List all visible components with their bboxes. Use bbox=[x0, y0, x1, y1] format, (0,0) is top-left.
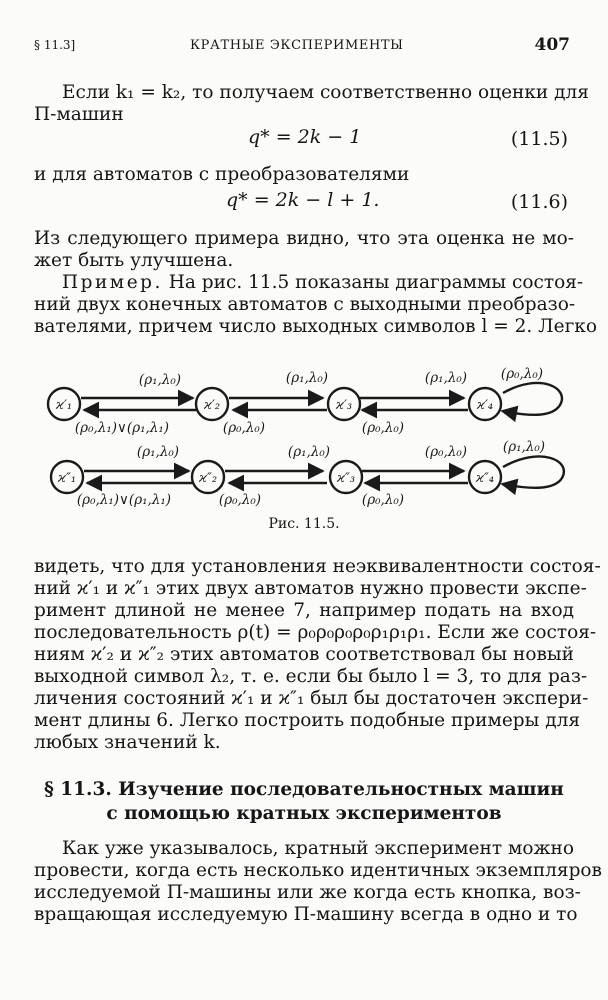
text-line: ний ϰ′₁ и ϰ″₁ этих двух автоматов нужно провести экспе- bbox=[34, 578, 587, 599]
edge-label: (ρ₁,λ₀) bbox=[285, 370, 329, 386]
node-label: ϰ″₁ bbox=[57, 471, 77, 486]
text-line: и для автоматов с преобразователями bbox=[34, 164, 410, 185]
diagram-1 bbox=[48, 366, 562, 436]
equation-11-6: q* = 2k − l + 1. bbox=[226, 189, 380, 211]
self-loop bbox=[502, 456, 564, 487]
node-label: ϰ′₁ bbox=[55, 398, 73, 413]
self-loop bbox=[502, 383, 562, 415]
example-word: Пример. bbox=[62, 272, 163, 293]
node-label: ϰ′₄ bbox=[476, 398, 494, 413]
text-line: последовательность ρ(t) = ρ₀ρ₀ρ₀ρ₀ρ₁ρ₁ρ₁. Если же состоя- bbox=[34, 622, 597, 643]
edge-label: (ρ₀,λ₀) bbox=[218, 492, 262, 508]
header-title: КРАТНЫЕ ЭКСПЕРИМЕНТЫ bbox=[190, 38, 404, 53]
text-line: вращающая исследуемую П-машину всегда в одно и то bbox=[34, 904, 578, 925]
text-line: жет быть улучшена. bbox=[34, 250, 234, 271]
text-line: любых значений k. bbox=[34, 732, 221, 753]
section-heading: с помощью кратных экспериментов bbox=[106, 803, 502, 824]
section-heading: § 11.3. Изучение последовательностных машин bbox=[44, 779, 564, 800]
page-number: 407 bbox=[534, 35, 570, 55]
text-line: Как уже указывалось, кратный эксперимент можно bbox=[62, 838, 574, 859]
loop-label: (ρ₁,λ₀) bbox=[502, 439, 546, 455]
edge-label: (ρ₀,λ₁)∨(ρ₁,λ₁) bbox=[74, 420, 170, 436]
text-line: ний двух конечных автоматов с выходными преобразо- bbox=[34, 294, 576, 315]
node-label: ϰ″₂ bbox=[198, 471, 218, 486]
edge-label: (ρ₀,λ₀) bbox=[222, 420, 266, 436]
edge-label: (ρ₀,λ₀) bbox=[361, 492, 405, 508]
text-line: вателями, причем число выходных символов l = 2. Легко bbox=[34, 316, 597, 337]
text-line: ниям ϰ′₂ и ϰ″₂ этих автоматов соответствовал бы новый bbox=[34, 644, 574, 665]
text-line: провести, когда есть несколько идентичных экземпляров bbox=[34, 860, 602, 881]
edge-label: (ρ₀,λ₀) bbox=[424, 444, 468, 460]
node-label: ϰ′₃ bbox=[335, 398, 353, 413]
header-section: § 11.3] bbox=[34, 38, 76, 52]
text-span: На рис. 11.5 показаны диаграммы состоя- bbox=[168, 272, 584, 293]
text-line: выходной символ λ₂, т. е. если бы было l = 3, то для раз- bbox=[34, 666, 588, 687]
equation-11-5: q* = 2k − 1 bbox=[248, 126, 362, 148]
equation-number: (11.5) bbox=[510, 128, 568, 150]
edge-label: (ρ₀,λ₀) bbox=[361, 420, 405, 436]
node-label: ϰ″₄ bbox=[475, 471, 495, 486]
equation-number: (11.6) bbox=[510, 191, 568, 213]
text-line: римент длиной не менее 7, например подать на вход bbox=[34, 600, 574, 621]
edge-label: (ρ₀,λ₁)∨(ρ₁,λ₁) bbox=[76, 492, 172, 508]
edge-label: (ρ₁,λ₀) bbox=[287, 444, 331, 460]
edge-label: (ρ₁,λ₀) bbox=[138, 372, 182, 388]
edge-label: (ρ₁,λ₀) bbox=[424, 370, 468, 386]
text-line: исследуемой П-машины или же когда есть кнопка, воз- bbox=[34, 882, 581, 903]
figure-caption: Рис. 11.5. bbox=[268, 516, 340, 532]
text-line: мент длины 6. Легко построить подобные примеры для bbox=[34, 710, 581, 731]
text-line: Из следующего примера видно, что эта оценка не мо- bbox=[34, 228, 574, 249]
edge-label: (ρ₁,λ₀) bbox=[136, 444, 180, 460]
text-line: Если k₁ = k₂, то получаем соответственно оценки для bbox=[62, 82, 589, 103]
node-label: ϰ′₂ bbox=[203, 398, 221, 413]
text-line: видеть, что для установления неэквивалентности состоя- bbox=[34, 556, 601, 577]
node-label: ϰ″₃ bbox=[336, 471, 356, 486]
text-line: личения состояний ϰ′₁ и ϰ″₁ был бы достаточен экспери- bbox=[34, 688, 589, 709]
text-line: П-машин bbox=[34, 104, 124, 125]
loop-label: (ρ₀,λ₀) bbox=[500, 366, 544, 382]
diagram-2 bbox=[51, 439, 564, 508]
